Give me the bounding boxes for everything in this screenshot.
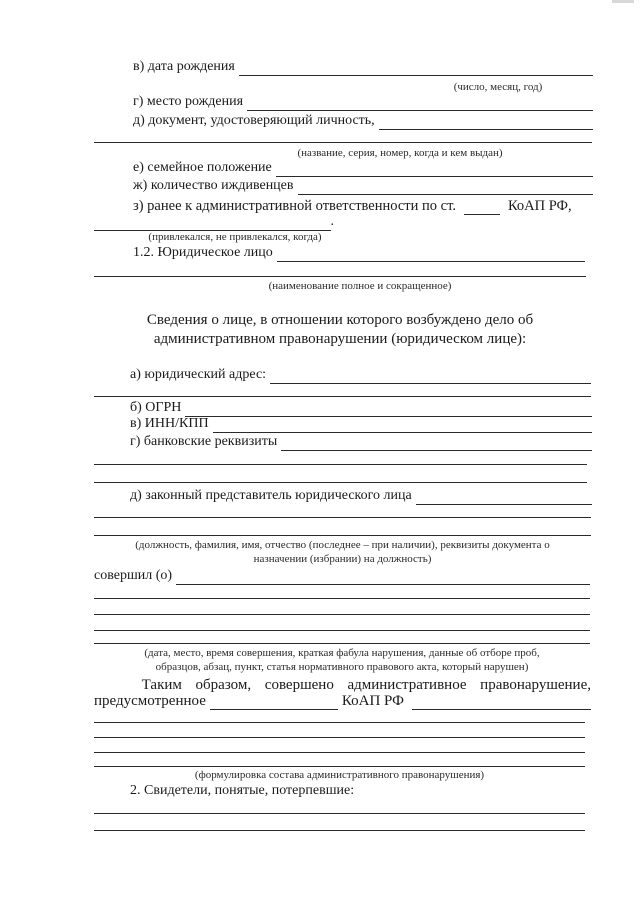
- inn-kpp-label: в) ИНН/КПП: [130, 416, 209, 431]
- committed-row: [94, 567, 590, 585]
- bank-details-label: г) банковские реквизиты: [130, 434, 278, 449]
- legal-address-field[interactable]: [270, 369, 591, 384]
- prior-liability-row-2: [94, 213, 334, 231]
- provided-by-field[interactable]: [412, 695, 591, 710]
- legal-entity-name-field[interactable]: [277, 247, 585, 262]
- birth-place-label: г) место рождения: [133, 94, 244, 109]
- legal-address-line-2[interactable]: [94, 396, 591, 397]
- prior-liability-end: .: [330, 214, 334, 229]
- witnesses-row: [130, 782, 430, 800]
- formulation-line-2[interactable]: [94, 722, 585, 723]
- bank-details-line-2[interactable]: [94, 464, 587, 465]
- legal-entity-row: [133, 244, 585, 262]
- id-document-label: д) документ, удостоверяющий личность,: [133, 113, 375, 128]
- formulation-line-5[interactable]: [94, 766, 585, 767]
- scan-corner-mark: [612, 0, 634, 3]
- offense-caption-2: образцов, абзац, пункт, статья нормативного правового акта, который нарушен): [155, 661, 529, 673]
- dependents-row: [133, 177, 593, 195]
- legal-address-label: а) юридический адрес:: [130, 367, 267, 382]
- dependents-field[interactable]: [298, 180, 593, 195]
- legal-address-row: [130, 366, 591, 384]
- legal-entity-name-line-2[interactable]: [94, 276, 586, 277]
- formulation-line-4[interactable]: [94, 752, 585, 753]
- representative-field[interactable]: [416, 490, 592, 505]
- bank-details-row: [130, 433, 592, 451]
- representative-caption-1: (должность, фамилия, имя, отчество (последнее – при наличии), реквизиты документа о: [135, 539, 550, 551]
- formulation-line-3[interactable]: [94, 737, 585, 738]
- offense-line-2[interactable]: [94, 598, 590, 599]
- provided-by-article-field[interactable]: [210, 695, 338, 710]
- id-document-caption: (название, серия, номер, когда и кем выдан): [297, 147, 503, 159]
- representative-label: д) законный представитель юридического лица: [130, 488, 412, 503]
- birth-place-field[interactable]: [247, 96, 593, 111]
- id-document-line-2[interactable]: [94, 142, 592, 143]
- section-title-line-1: Сведения о лице, в отношении которого возбуждено дело об: [146, 312, 534, 328]
- thus-word-5: правонарушение,: [480, 677, 591, 693]
- marital-status-label: е) семейное положение: [133, 160, 272, 175]
- inn-kpp-field[interactable]: [213, 418, 592, 433]
- section-title-line-2: административном правонарушении (юридическом лице):: [153, 331, 527, 347]
- representative-line-2[interactable]: [94, 517, 591, 518]
- birth-date-caption: (число, месяц, год): [453, 81, 543, 93]
- ogrn-label: б) ОГРН: [130, 400, 182, 415]
- offense-line-5[interactable]: [94, 643, 590, 644]
- thus-word-2: образом,: [195, 677, 252, 693]
- committed-field[interactable]: [176, 570, 590, 585]
- provided-by-row: [94, 692, 591, 710]
- marital-status-field[interactable]: [276, 162, 593, 177]
- marital-status-row: [133, 159, 593, 177]
- offense-caption-1: (дата, место, время совершения, краткая фабула нарушения, данные об отборе проб,: [144, 647, 540, 659]
- witnesses-line-1[interactable]: [94, 813, 585, 814]
- formulation-caption: (формулировка состава административного правонарушения): [194, 769, 485, 781]
- inn-kpp-row: [130, 415, 592, 433]
- representative-caption-2: назначении (избрании) на должность): [253, 553, 432, 565]
- id-document-row: [133, 112, 593, 130]
- thus-word-4: административное: [347, 677, 467, 693]
- koap-label: КоАП РФ,: [507, 198, 572, 214]
- witnesses-line-2[interactable]: [94, 830, 585, 831]
- bank-details-line-3[interactable]: [94, 482, 587, 483]
- birth-date-label: в) дата рождения: [133, 59, 235, 74]
- provided-by-koap: КоАП РФ: [341, 693, 404, 709]
- committed-label: совершил (о): [94, 568, 173, 583]
- witnesses-heading: 2. Свидетели, понятые, потерпевшие:: [130, 783, 355, 798]
- legal-entity-heading: 1.2. Юридическое лицо: [133, 245, 273, 260]
- thus-word-1: Таким: [141, 677, 182, 693]
- birth-place-row: [133, 93, 593, 111]
- offense-line-3[interactable]: [94, 614, 590, 615]
- offense-line-4[interactable]: [94, 630, 590, 631]
- thus-word-3: совершено: [264, 677, 334, 693]
- prior-liability-label: з) ранее к административной ответственности по ст.: [133, 198, 456, 214]
- provided-by-label: предусмотренное: [94, 693, 206, 709]
- birth-date-row: [133, 58, 593, 76]
- legal-entity-name-caption: (наименование полное и сокращенное): [268, 280, 452, 292]
- dependents-label: ж) количество иждивенцев: [133, 178, 294, 193]
- article-number-field[interactable]: [464, 200, 500, 215]
- bank-details-field[interactable]: [281, 436, 592, 451]
- prior-liability-field[interactable]: [94, 216, 331, 231]
- birth-date-field[interactable]: [239, 61, 593, 76]
- representative-line-3[interactable]: [94, 535, 591, 536]
- representative-row: [130, 487, 592, 505]
- prior-liability-caption: (привлекался, не привлекался, когда): [148, 231, 322, 243]
- id-document-field[interactable]: [379, 115, 593, 130]
